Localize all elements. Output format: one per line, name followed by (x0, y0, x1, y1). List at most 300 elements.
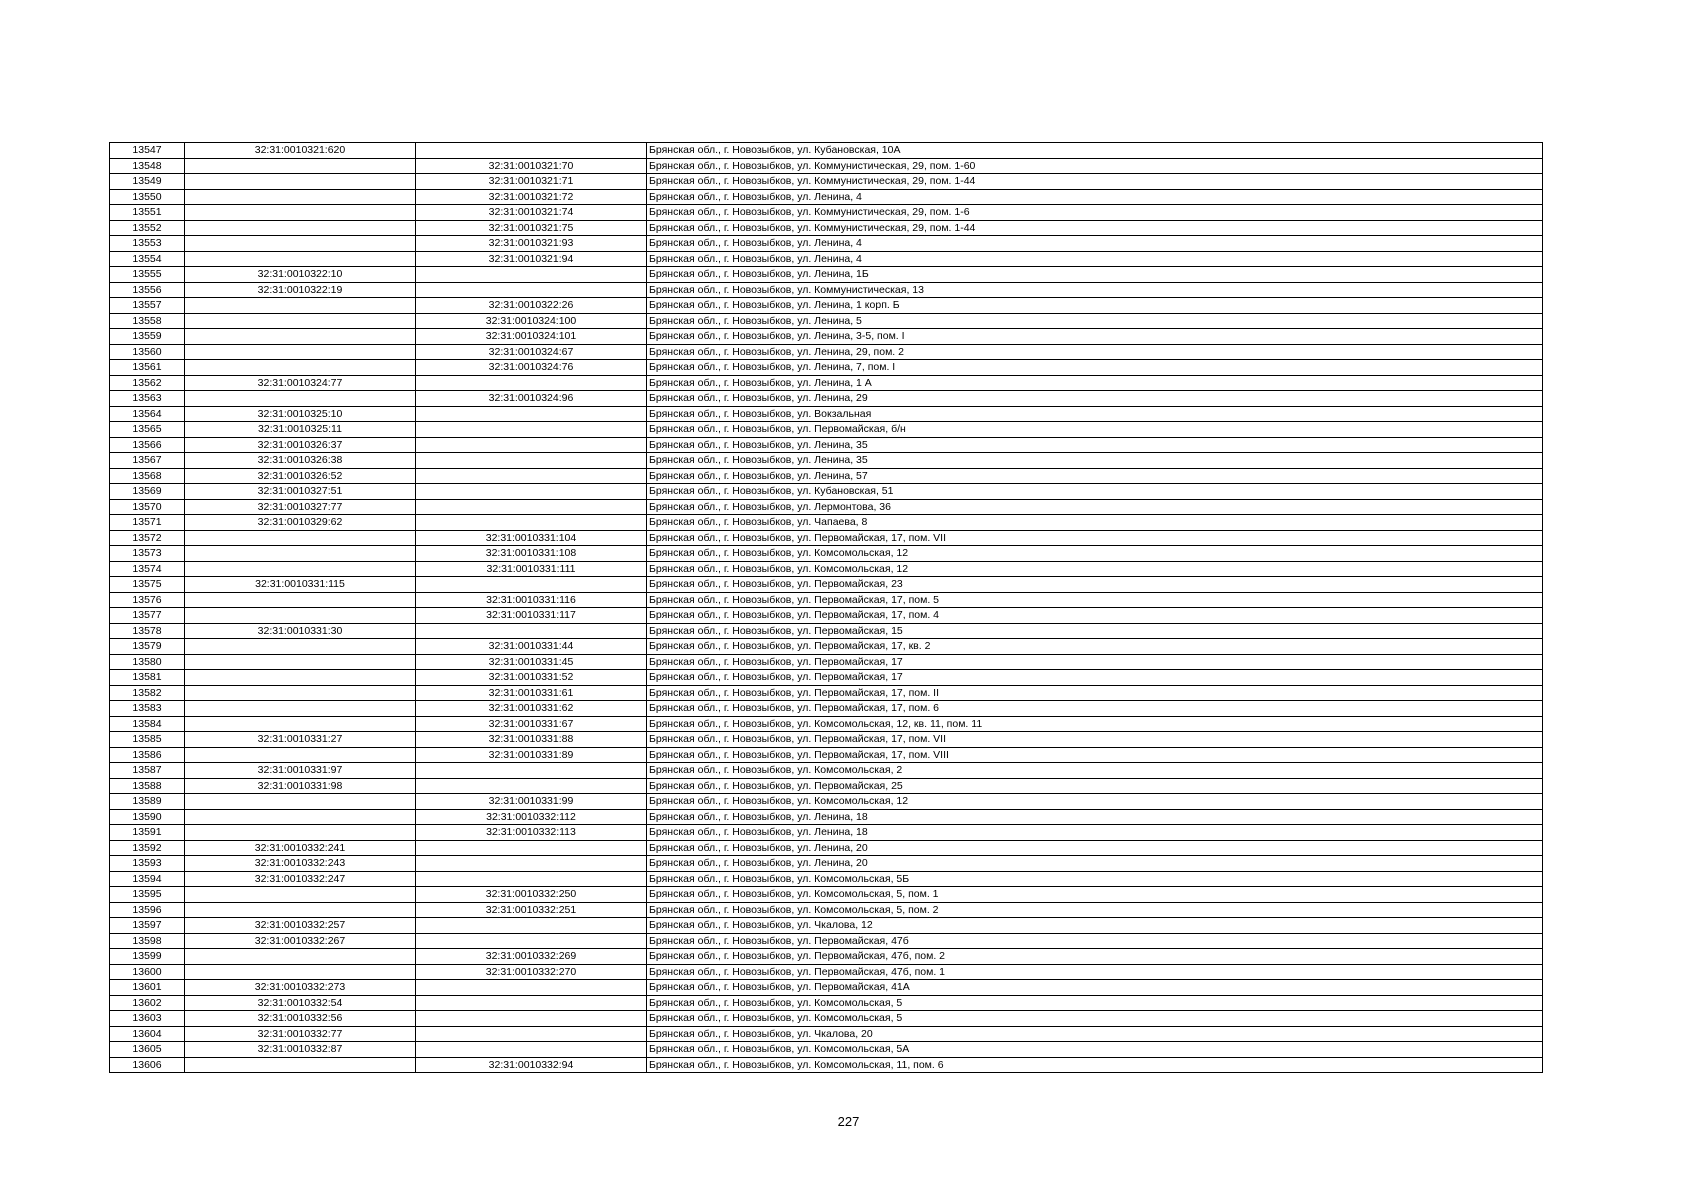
table-row (110, 329, 1543, 345)
object-cadastral-number-cell (416, 778, 647, 794)
object-cadastral-number-cell: 32:31:0010324:101 (416, 329, 647, 345)
table-row (110, 949, 1543, 965)
row-number-cell: 13601 (110, 980, 185, 996)
address-cell: Брянская обл., г. Новозыбков, ул. Ленина, 7, пом. I (647, 360, 1543, 376)
table-row (110, 887, 1543, 903)
object-cadastral-number-cell: 32:31:0010321:70 (416, 158, 647, 174)
object-cadastral-number-cell: 32:31:0010324:76 (416, 360, 647, 376)
object-cadastral-number-cell (416, 267, 647, 283)
row-number-cell: 13589 (110, 794, 185, 810)
table-row (110, 344, 1543, 360)
row-number-cell: 13584 (110, 716, 185, 732)
land-cadastral-number-cell: 32:31:0010332:247 (185, 871, 416, 887)
row-number-cell: 13587 (110, 763, 185, 779)
land-cadastral-number-cell (185, 639, 416, 655)
row-number-cell: 13570 (110, 499, 185, 515)
land-cadastral-number-cell: 32:31:0010332:267 (185, 933, 416, 949)
address-cell: Брянская обл., г. Новозыбков, ул. Ленина, 20 (647, 840, 1543, 856)
table-row (110, 453, 1543, 469)
row-number-cell: 13565 (110, 422, 185, 438)
land-cadastral-number-cell: 32:31:0010329:62 (185, 515, 416, 531)
address-cell: Брянская обл., г. Новозыбков, ул. Ленина, 35 (647, 453, 1543, 469)
address-cell: Брянская обл., г. Новозыбков, ул. Первомайская, 17, пом. VII (647, 530, 1543, 546)
object-cadastral-number-cell (416, 422, 647, 438)
row-number-cell: 13548 (110, 158, 185, 174)
table-row (110, 360, 1543, 376)
land-cadastral-number-cell (185, 608, 416, 624)
object-cadastral-number-cell (416, 1011, 647, 1027)
object-cadastral-number-cell: 32:31:0010331:45 (416, 654, 647, 670)
address-cell: Брянская обл., г. Новозыбков, ул. Первомайская, 17, пом. 6 (647, 701, 1543, 717)
address-cell: Брянская обл., г. Новозыбков, ул. Первомайская, 47б, пом. 1 (647, 964, 1543, 980)
row-number-cell: 13573 (110, 546, 185, 562)
object-cadastral-number-cell (416, 406, 647, 422)
object-cadastral-number-cell: 32:31:0010332:269 (416, 949, 647, 965)
address-cell: Брянская обл., г. Новозыбков, ул. Коммунистическая, 29, пом. 1-44 (647, 220, 1543, 236)
table-row (110, 422, 1543, 438)
land-cadastral-number-cell (185, 794, 416, 810)
row-number-cell: 13563 (110, 391, 185, 407)
object-cadastral-number-cell: 32:31:0010321:72 (416, 189, 647, 205)
object-cadastral-number-cell: 32:31:0010331:44 (416, 639, 647, 655)
table-row (110, 995, 1543, 1011)
object-cadastral-number-cell: 32:31:0010331:99 (416, 794, 647, 810)
land-cadastral-number-cell (185, 747, 416, 763)
object-cadastral-number-cell: 32:31:0010331:67 (416, 716, 647, 732)
land-cadastral-number-cell: 32:31:0010326:52 (185, 468, 416, 484)
land-cadastral-number-cell: 32:31:0010321:620 (185, 143, 416, 159)
object-cadastral-number-cell: 32:31:0010321:75 (416, 220, 647, 236)
table-row (110, 964, 1543, 980)
address-cell: Брянская обл., г. Новозыбков, ул. Кубановская, 51 (647, 484, 1543, 500)
row-number-cell: 13604 (110, 1026, 185, 1042)
land-cadastral-number-cell (185, 344, 416, 360)
object-cadastral-number-cell (416, 282, 647, 298)
land-cadastral-number-cell (185, 236, 416, 252)
table-row (110, 809, 1543, 825)
land-cadastral-number-cell (185, 964, 416, 980)
row-number-cell: 13576 (110, 592, 185, 608)
land-cadastral-number-cell (185, 809, 416, 825)
row-number-cell: 13598 (110, 933, 185, 949)
address-cell: Брянская обл., г. Новозыбков, ул. Комсомольская, 5, пом. 2 (647, 902, 1543, 918)
table-row (110, 1057, 1543, 1073)
land-cadastral-number-cell (185, 949, 416, 965)
row-number-cell: 13581 (110, 670, 185, 686)
land-cadastral-number-cell (185, 530, 416, 546)
row-number-cell: 13556 (110, 282, 185, 298)
row-number-cell: 13569 (110, 484, 185, 500)
address-cell: Брянская обл., г. Новозыбков, ул. Первомайская, 17, пом. II (647, 685, 1543, 701)
row-number-cell: 13572 (110, 530, 185, 546)
land-cadastral-number-cell (185, 561, 416, 577)
object-cadastral-number-cell (416, 918, 647, 934)
object-cadastral-number-cell: 32:31:0010331:88 (416, 732, 647, 748)
object-cadastral-number-cell: 32:31:0010332:270 (416, 964, 647, 980)
table-row (110, 701, 1543, 717)
object-cadastral-number-cell: 32:31:0010321:74 (416, 205, 647, 221)
address-cell: Брянская обл., г. Новозыбков, ул. Ленина, 4 (647, 189, 1543, 205)
address-cell: Брянская обл., г. Новозыбков, ул. Чапаева, 8 (647, 515, 1543, 531)
row-number-cell: 13549 (110, 174, 185, 190)
address-cell: Брянская обл., г. Новозыбков, ул. Лермонтова, 36 (647, 499, 1543, 515)
row-number-cell: 13606 (110, 1057, 185, 1073)
address-cell: Брянская обл., г. Новозыбков, ул. Комсомольская, 5 (647, 1011, 1543, 1027)
land-cadastral-number-cell: 32:31:0010331:97 (185, 763, 416, 779)
table-row (110, 546, 1543, 562)
table-row (110, 437, 1543, 453)
row-number-cell: 13564 (110, 406, 185, 422)
row-number-cell: 13578 (110, 623, 185, 639)
address-cell: Брянская обл., г. Новозыбков, ул. Коммунистическая, 13 (647, 282, 1543, 298)
table-row (110, 298, 1543, 314)
object-cadastral-number-cell: 32:31:0010332:112 (416, 809, 647, 825)
object-cadastral-number-cell (416, 1026, 647, 1042)
object-cadastral-number-cell (416, 856, 647, 872)
address-cell: Брянская обл., г. Новозыбков, ул. Первомайская, 47б (647, 933, 1543, 949)
table-row (110, 918, 1543, 934)
land-cadastral-number-cell (185, 205, 416, 221)
land-cadastral-number-cell: 32:31:0010332:54 (185, 995, 416, 1011)
row-number-cell: 13603 (110, 1011, 185, 1027)
object-cadastral-number-cell: 32:31:0010322:26 (416, 298, 647, 314)
address-cell: Брянская обл., г. Новозыбков, ул. Ленина, 29, пом. 2 (647, 344, 1543, 360)
object-cadastral-number-cell (416, 871, 647, 887)
row-number-cell: 13580 (110, 654, 185, 670)
row-number-cell: 13567 (110, 453, 185, 469)
row-number-cell: 13605 (110, 1042, 185, 1058)
table-row (110, 189, 1543, 205)
row-number-cell: 13585 (110, 732, 185, 748)
row-number-cell: 13600 (110, 964, 185, 980)
land-cadastral-number-cell (185, 251, 416, 267)
address-cell: Брянская обл., г. Новозыбков, ул. Коммунистическая, 29, пом. 1-6 (647, 205, 1543, 221)
table-row (110, 205, 1543, 221)
table-row (110, 794, 1543, 810)
land-cadastral-number-cell: 32:31:0010332:243 (185, 856, 416, 872)
address-cell: Брянская обл., г. Новозыбков, ул. Первомайская, 17, кв. 2 (647, 639, 1543, 655)
object-cadastral-number-cell: 32:31:0010331:116 (416, 592, 647, 608)
table-row (110, 763, 1543, 779)
table-row (110, 980, 1543, 996)
table-row (110, 375, 1543, 391)
table-row (110, 933, 1543, 949)
object-cadastral-number-cell: 32:31:0010332:250 (416, 887, 647, 903)
table-row (110, 608, 1543, 624)
object-cadastral-number-cell: 32:31:0010331:89 (416, 747, 647, 763)
table-row (110, 313, 1543, 329)
address-cell: Брянская обл., г. Новозыбков, ул. Кубановская, 10А (647, 143, 1543, 159)
table-row (110, 623, 1543, 639)
address-cell: Брянская обл., г. Новозыбков, ул. Комсомольская, 5А (647, 1042, 1543, 1058)
object-cadastral-number-cell (416, 375, 647, 391)
table-row (110, 282, 1543, 298)
row-number-cell: 13595 (110, 887, 185, 903)
table-row (110, 592, 1543, 608)
object-cadastral-number-cell (416, 933, 647, 949)
object-cadastral-number-cell: 32:31:0010321:71 (416, 174, 647, 190)
table-row (110, 732, 1543, 748)
table-row (110, 1011, 1543, 1027)
row-number-cell: 13586 (110, 747, 185, 763)
address-cell: Брянская обл., г. Новозыбков, ул. Первомайская, 17 (647, 654, 1543, 670)
object-cadastral-number-cell (416, 515, 647, 531)
object-cadastral-number-cell (416, 453, 647, 469)
address-cell: Брянская обл., г. Новозыбков, ул. Первомайская, 17, пом. 5 (647, 592, 1543, 608)
row-number-cell: 13551 (110, 205, 185, 221)
land-cadastral-number-cell: 32:31:0010326:38 (185, 453, 416, 469)
object-cadastral-number-cell: 32:31:0010324:100 (416, 313, 647, 329)
address-cell: Брянская обл., г. Новозыбков, ул. Первомайская, 17, пом. VIII (647, 747, 1543, 763)
object-cadastral-number-cell: 32:31:0010321:94 (416, 251, 647, 267)
row-number-cell: 13592 (110, 840, 185, 856)
table-row (110, 840, 1543, 856)
table-row (110, 561, 1543, 577)
land-cadastral-number-cell (185, 716, 416, 732)
address-cell: Брянская обл., г. Новозыбков, ул. Коммунистическая, 29, пом. 1-44 (647, 174, 1543, 190)
address-cell: Брянская обл., г. Новозыбков, ул. Ленина, 4 (647, 236, 1543, 252)
table-row (110, 778, 1543, 794)
address-cell: Брянская обл., г. Новозыбков, ул. Первомайская, 47б, пом. 2 (647, 949, 1543, 965)
row-number-cell: 13594 (110, 871, 185, 887)
address-cell: Брянская обл., г. Новозыбков, ул. Первомайская, б/н (647, 422, 1543, 438)
table-row (110, 902, 1543, 918)
row-number-cell: 13590 (110, 809, 185, 825)
table-row (110, 871, 1543, 887)
table-row (110, 577, 1543, 593)
land-cadastral-number-cell: 32:31:0010331:27 (185, 732, 416, 748)
row-number-cell: 13571 (110, 515, 185, 531)
land-cadastral-number-cell (185, 592, 416, 608)
table-row (110, 670, 1543, 686)
row-number-cell: 13550 (110, 189, 185, 205)
row-number-cell: 13553 (110, 236, 185, 252)
object-cadastral-number-cell: 32:31:0010331:61 (416, 685, 647, 701)
object-cadastral-number-cell (416, 980, 647, 996)
address-cell: Брянская обл., г. Новозыбков, ул. Первомайская, 25 (647, 778, 1543, 794)
address-cell: Брянская обл., г. Новозыбков, ул. Ленина, 4 (647, 251, 1543, 267)
row-number-cell: 13566 (110, 437, 185, 453)
row-number-cell: 13574 (110, 561, 185, 577)
address-cell: Брянская обл., г. Новозыбков, ул. Комсомольская, 5 (647, 995, 1543, 1011)
address-cell: Брянская обл., г. Новозыбков, ул. Комсомольская, 12 (647, 794, 1543, 810)
land-cadastral-number-cell (185, 670, 416, 686)
object-cadastral-number-cell: 32:31:0010324:67 (416, 344, 647, 360)
land-cadastral-number-cell (185, 158, 416, 174)
table-row (110, 391, 1543, 407)
row-number-cell: 13583 (110, 701, 185, 717)
land-cadastral-number-cell (185, 329, 416, 345)
table-row (110, 499, 1543, 515)
address-cell: Брянская обл., г. Новозыбков, ул. Первомайская, 23 (647, 577, 1543, 593)
land-cadastral-number-cell: 32:31:0010324:77 (185, 375, 416, 391)
land-cadastral-number-cell: 32:31:0010332:56 (185, 1011, 416, 1027)
land-cadastral-number-cell: 32:31:0010332:273 (185, 980, 416, 996)
object-cadastral-number-cell (416, 1042, 647, 1058)
row-number-cell: 13555 (110, 267, 185, 283)
land-cadastral-number-cell: 32:31:0010326:37 (185, 437, 416, 453)
object-cadastral-number-cell: 32:31:0010331:62 (416, 701, 647, 717)
row-number-cell: 13579 (110, 639, 185, 655)
land-cadastral-number-cell (185, 189, 416, 205)
land-cadastral-number-cell: 32:31:0010322:10 (185, 267, 416, 283)
address-cell: Брянская обл., г. Новозыбков, ул. Ленина, 29 (647, 391, 1543, 407)
registry-table (109, 142, 1543, 1073)
object-cadastral-number-cell: 32:31:0010331:117 (416, 608, 647, 624)
row-number-cell: 13568 (110, 468, 185, 484)
land-cadastral-number-cell (185, 546, 416, 562)
row-number-cell: 13557 (110, 298, 185, 314)
row-number-cell: 13547 (110, 143, 185, 159)
address-cell: Брянская обл., г. Новозыбков, ул. Комсомольская, 11, пом. 6 (647, 1057, 1543, 1073)
land-cadastral-number-cell (185, 174, 416, 190)
table-row (110, 406, 1543, 422)
land-cadastral-number-cell (185, 220, 416, 236)
land-cadastral-number-cell: 32:31:0010332:77 (185, 1026, 416, 1042)
address-cell: Брянская обл., г. Новозыбков, ул. Первомайская, 17, пом. VII (647, 732, 1543, 748)
table-row (110, 174, 1543, 190)
land-cadastral-number-cell: 32:31:0010332:257 (185, 918, 416, 934)
land-cadastral-number-cell (185, 298, 416, 314)
table-row (110, 158, 1543, 174)
land-cadastral-number-cell: 32:31:0010332:87 (185, 1042, 416, 1058)
table-row (110, 484, 1543, 500)
row-number-cell: 13591 (110, 825, 185, 841)
address-cell: Брянская обл., г. Новозыбков, ул. Ленина, 20 (647, 856, 1543, 872)
land-cadastral-number-cell (185, 902, 416, 918)
land-cadastral-number-cell (185, 1057, 416, 1073)
row-number-cell: 13552 (110, 220, 185, 236)
land-cadastral-number-cell: 32:31:0010325:10 (185, 406, 416, 422)
row-number-cell: 13575 (110, 577, 185, 593)
address-cell: Брянская обл., г. Новозыбков, ул. Ленина, 18 (647, 825, 1543, 841)
land-cadastral-number-cell (185, 654, 416, 670)
land-cadastral-number-cell (185, 391, 416, 407)
address-cell: Брянская обл., г. Новозыбков, ул. Ленина, 3-5, пом. I (647, 329, 1543, 345)
land-cadastral-number-cell (185, 825, 416, 841)
row-number-cell: 13599 (110, 949, 185, 965)
row-number-cell: 13597 (110, 918, 185, 934)
object-cadastral-number-cell (416, 484, 647, 500)
object-cadastral-number-cell: 32:31:0010331:52 (416, 670, 647, 686)
row-number-cell: 13562 (110, 375, 185, 391)
object-cadastral-number-cell (416, 468, 647, 484)
address-cell: Брянская обл., г. Новозыбков, ул. Ленина, 35 (647, 437, 1543, 453)
address-cell: Брянская обл., г. Новозыбков, ул. Ленина, 5 (647, 313, 1543, 329)
object-cadastral-number-cell: 32:31:0010332:251 (416, 902, 647, 918)
address-cell: Брянская обл., г. Новозыбков, ул. Комсомольская, 5, пом. 1 (647, 887, 1543, 903)
address-cell: Брянская обл., г. Новозыбков, ул. Чкалова, 12 (647, 918, 1543, 934)
table-row (110, 515, 1543, 531)
address-cell: Брянская обл., г. Новозыбков, ул. Ленина, 18 (647, 809, 1543, 825)
object-cadastral-number-cell (416, 623, 647, 639)
land-cadastral-number-cell: 32:31:0010325:11 (185, 422, 416, 438)
object-cadastral-number-cell (416, 437, 647, 453)
land-cadastral-number-cell: 32:31:0010327:77 (185, 499, 416, 515)
table-row (110, 639, 1543, 655)
object-cadastral-number-cell (416, 995, 647, 1011)
land-cadastral-number-cell (185, 701, 416, 717)
land-cadastral-number-cell (185, 313, 416, 329)
table-row (110, 251, 1543, 267)
address-cell: Брянская обл., г. Новозыбков, ул. Комсомольская, 2 (647, 763, 1543, 779)
row-number-cell: 13593 (110, 856, 185, 872)
land-cadastral-number-cell (185, 887, 416, 903)
object-cadastral-number-cell: 32:31:0010331:104 (416, 530, 647, 546)
object-cadastral-number-cell (416, 840, 647, 856)
land-cadastral-number-cell: 32:31:0010331:115 (185, 577, 416, 593)
row-number-cell: 13561 (110, 360, 185, 376)
table-row (110, 1042, 1543, 1058)
object-cadastral-number-cell: 32:31:0010324:96 (416, 391, 647, 407)
table-row (110, 468, 1543, 484)
object-cadastral-number-cell: 32:31:0010332:113 (416, 825, 647, 841)
land-cadastral-number-cell (185, 685, 416, 701)
object-cadastral-number-cell (416, 143, 647, 159)
land-cadastral-number-cell (185, 360, 416, 376)
address-cell: Брянская обл., г. Новозыбков, ул. Коммунистическая, 29, пом. 1-60 (647, 158, 1543, 174)
row-number-cell: 13602 (110, 995, 185, 1011)
table-row (110, 236, 1543, 252)
table-row (110, 654, 1543, 670)
address-cell: Брянская обл., г. Новозыбков, ул. Ленина, 1 А (647, 375, 1543, 391)
address-cell: Брянская обл., г. Новозыбков, ул. Первомайская, 41А (647, 980, 1543, 996)
object-cadastral-number-cell: 32:31:0010332:94 (416, 1057, 647, 1073)
address-cell: Брянская обл., г. Новозыбков, ул. Ленина, 1 корп. Б (647, 298, 1543, 314)
table-row (110, 747, 1543, 763)
land-cadastral-number-cell: 32:31:0010322:19 (185, 282, 416, 298)
table-row (110, 856, 1543, 872)
table-row (110, 267, 1543, 283)
table-row (110, 220, 1543, 236)
address-cell: Брянская обл., г. Новозыбков, ул. Комсомольская, 12, кв. 11, пом. 11 (647, 716, 1543, 732)
row-number-cell: 13582 (110, 685, 185, 701)
row-number-cell: 13560 (110, 344, 185, 360)
table-row (110, 530, 1543, 546)
table-row (110, 716, 1543, 732)
address-cell: Брянская обл., г. Новозыбков, ул. Первомайская, 15 (647, 623, 1543, 639)
land-cadastral-number-cell: 32:31:0010332:241 (185, 840, 416, 856)
row-number-cell: 13588 (110, 778, 185, 794)
row-number-cell: 13559 (110, 329, 185, 345)
land-cadastral-number-cell: 32:31:0010327:51 (185, 484, 416, 500)
address-cell: Брянская обл., г. Новозыбков, ул. Первомайская, 17, пом. 4 (647, 608, 1543, 624)
address-cell: Брянская обл., г. Новозыбков, ул. Ленина, 1Б (647, 267, 1543, 283)
address-cell: Брянская обл., г. Новозыбков, ул. Первомайская, 17 (647, 670, 1543, 686)
address-cell: Брянская обл., г. Новозыбков, ул. Комсомольская, 12 (647, 546, 1543, 562)
address-cell: Брянская обл., г. Новозыбков, ул. Вокзальная (647, 406, 1543, 422)
page-number: 227 (837, 1114, 860, 1129)
table-row (110, 825, 1543, 841)
object-cadastral-number-cell (416, 499, 647, 515)
registry-table-body (110, 143, 1543, 1073)
object-cadastral-number-cell (416, 577, 647, 593)
object-cadastral-number-cell: 32:31:0010331:108 (416, 546, 647, 562)
address-cell: Брянская обл., г. Новозыбков, ул. Ленина, 57 (647, 468, 1543, 484)
object-cadastral-number-cell: 32:31:0010321:93 (416, 236, 647, 252)
land-cadastral-number-cell: 32:31:0010331:30 (185, 623, 416, 639)
object-cadastral-number-cell: 32:31:0010331:111 (416, 561, 647, 577)
table-row (110, 685, 1543, 701)
table-row (110, 1026, 1543, 1042)
address-cell: Брянская обл., г. Новозыбков, ул. Комсомольская, 12 (647, 561, 1543, 577)
object-cadastral-number-cell (416, 763, 647, 779)
row-number-cell: 13596 (110, 902, 185, 918)
table-row (110, 143, 1543, 159)
address-cell: Брянская обл., г. Новозыбков, ул. Комсомольская, 5Б (647, 871, 1543, 887)
row-number-cell: 13577 (110, 608, 185, 624)
land-cadastral-number-cell: 32:31:0010331:98 (185, 778, 416, 794)
